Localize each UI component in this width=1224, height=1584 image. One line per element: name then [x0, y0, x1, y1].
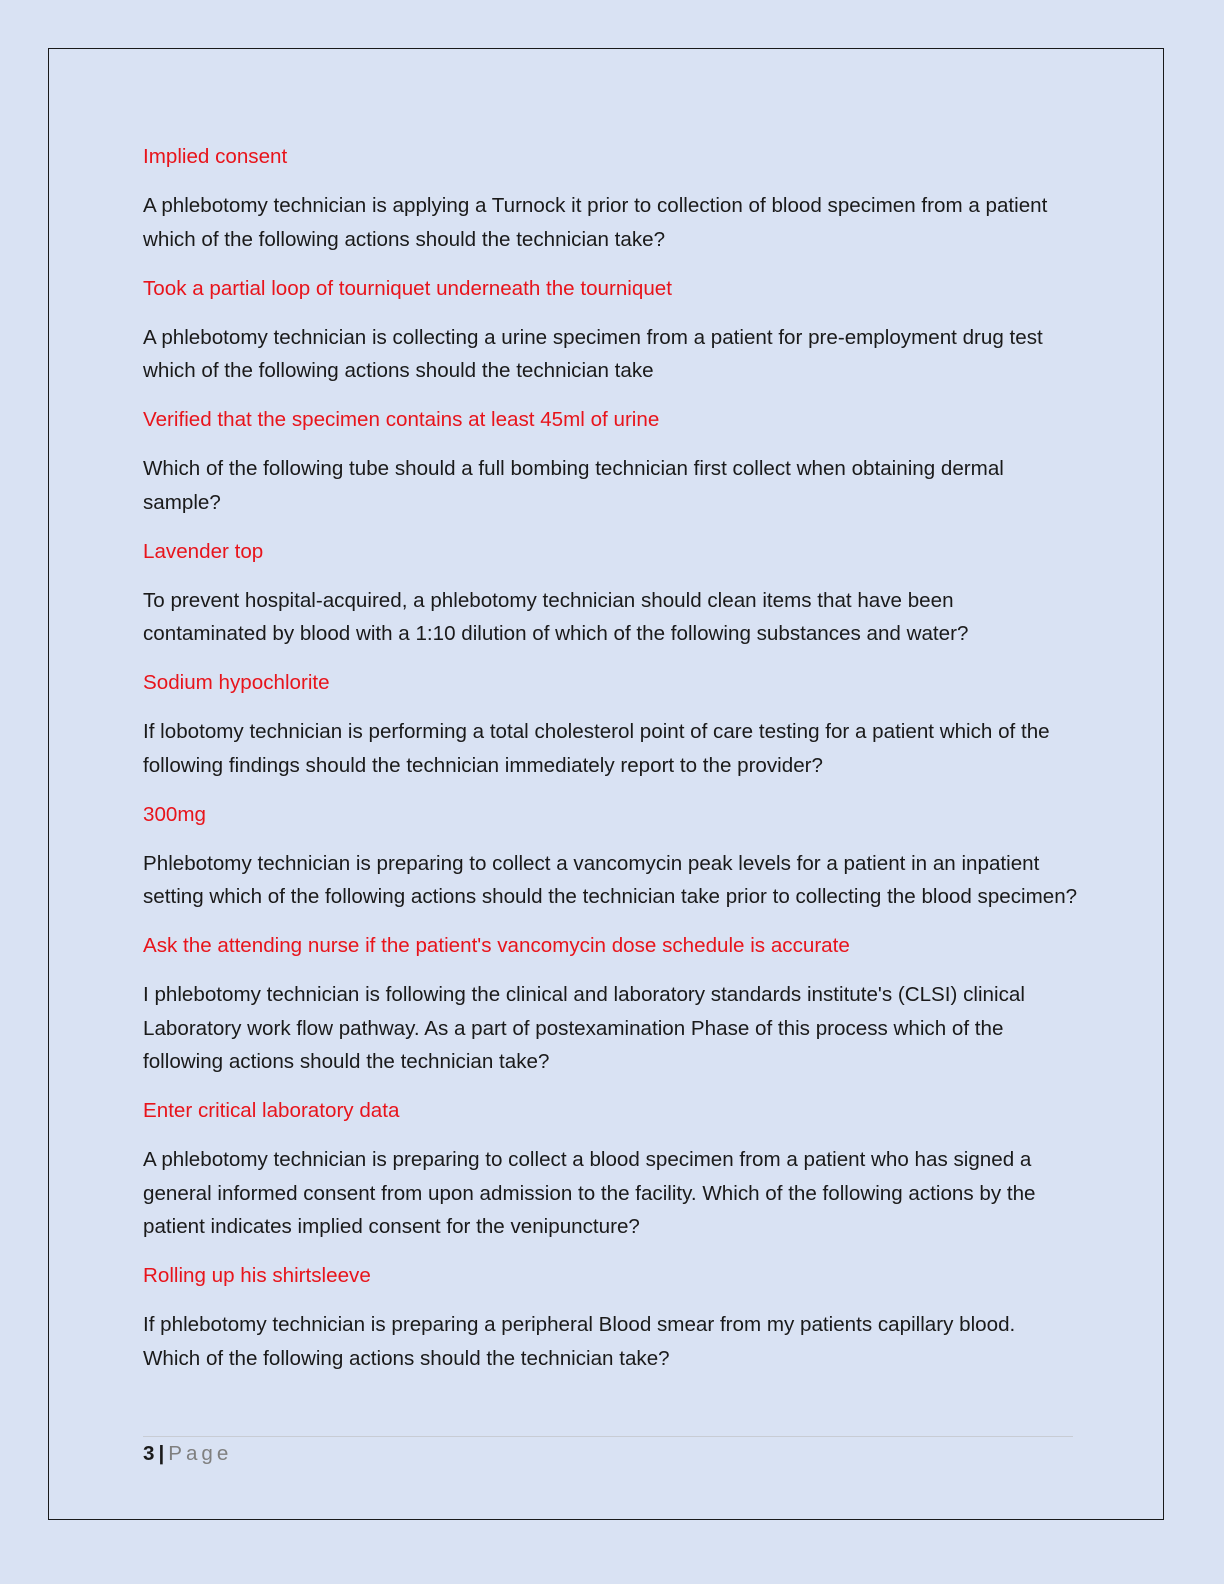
question-text: To prevent hospital-acquired, a phlebotomy technician should clean items that have been contaminated by blood with a 1:10 dilution of which of the following substances and water?: [143, 588, 969, 645]
question-text: A phlebotomy technician is applying a Turnock it prior to collection of blood specimen from a patient which of the following actions should the technician take?: [143, 194, 1048, 251]
page-label: Page: [168, 1442, 233, 1465]
answer-text: Rolling up his shirtsleeve: [143, 1264, 371, 1287]
answer-text: Ask the attending nurse if the patient's vancomycin dose schedule is accurate: [143, 934, 850, 957]
question-text: If phlebotomy technician is preparing a peripheral Blood smear from my patients capillary blood. Which of the following actions should the technician take?: [143, 1313, 1016, 1370]
answer-text: Enter critical laboratory data: [143, 1099, 400, 1122]
question-text: I phlebotomy technician is following the clinical and laboratory standards institute's (CLSI) clinical Laboratory work flow pathway. As a part of postexamination Phase of this process which of the following actions should the technician take?: [143, 983, 1025, 1073]
question-text: If lobotomy technician is performing a total cholesterol point of care testing for a patient which of the following findings should the technician immediately report to the provider?: [143, 720, 1050, 777]
question-text: A phlebotomy technician is preparing to collect a blood specimen from a patient who has signed a general informed consent from upon admission to the facility. Which of the following actions by the patient indicates implied consent for the venipuncture?: [143, 1148, 1036, 1238]
footer-separator: |: [158, 1442, 165, 1465]
page-number: 3: [143, 1442, 155, 1465]
answer-text: Verified that the specimen contains at least 45ml of urine: [143, 408, 660, 431]
answer-text: 300mg: [143, 802, 206, 826]
footer-divider: [143, 1436, 1073, 1437]
answer-text: Implied consent: [143, 145, 288, 168]
question-text: A phlebotomy technician is collecting a urine specimen from a patient for pre-employment drug test which of the following actions should the technician take: [143, 325, 1043, 382]
answer-text: Sodium hypochlorite: [143, 671, 330, 694]
question-text: Which of the following tube should a full bombing technician first collect when obtaining dermal sample?: [143, 457, 1004, 514]
answer-text: Took a partial loop of tourniquet underneath the tourniquet: [143, 276, 672, 300]
document-body: [143, 140, 1078, 1391]
question-text: Phlebotomy technician is preparing to collect a vancomycin peak levels for a patient in an inpatient setting which of the following actions should the technician take prior to collecting the blood specimen?: [143, 851, 1078, 908]
page-footer: [143, 1440, 232, 1468]
answer-text: Lavender top: [143, 539, 264, 563]
